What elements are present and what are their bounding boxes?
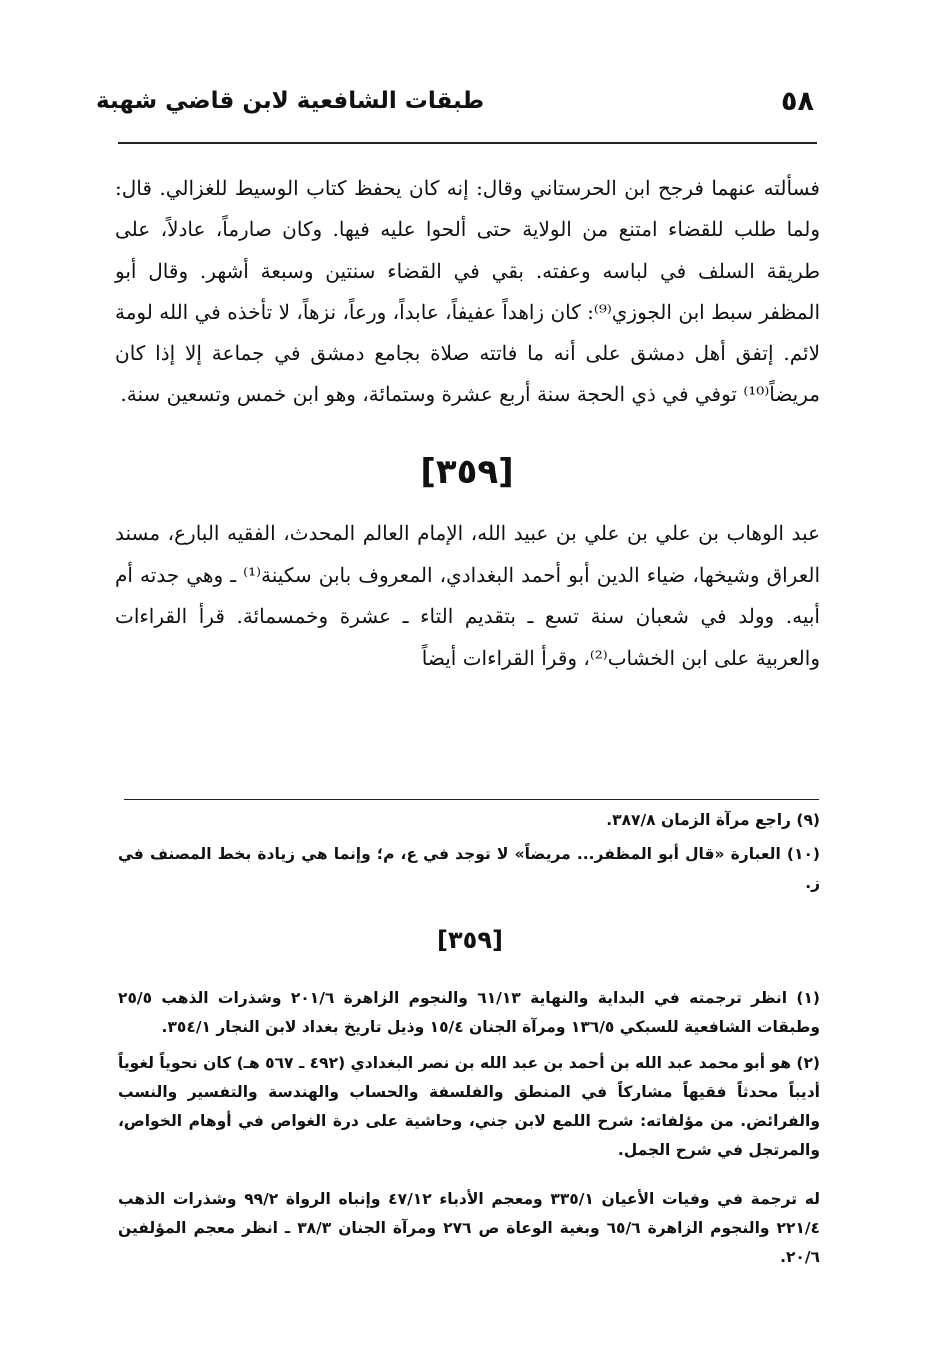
- body-paragraph-1: فسألته عنهما فرجح ابن الحرستاني وقال: إنه كان يحفظ كتاب الوسيط للغزالي. قال: ولما طلب للقضاء امتنع من الولاية حتى ألحوا عليه فيها. وكان صارماً، عادلاً، على طريقة السلف في لباسه وعفته. بقي في القضاء سنتين وسبعة أشهر. وقال أبو المظفر سبط ابن الجوزي⁽⁹⁾: كان زاهداً عفيفاً، عابداً، ورعاً، نزهاً، لا تأخذه في الله لومة لائم. إتفق أهل دمشق على أنه ما فاتته صلاة بجامع دمشق في جماعة إلا إذا كان مريضاً⁽¹⁰⁾ توفي في ذي الحجة سنة أربع عشرة وستمائة، وهو ابن خمس وتسعين سنة.: [115, 176, 820, 407]
- footnote-1: (١) انظر ترجمته في البداية والنهاية ٦١/١٣ والنجوم الزاهرة ٢٠١/٦ وشذرات الذهب ٢٥/٥ وطبقات الشافعية للسبكي ١٣٦/٥ ومرآة الجنان ١٥/٤ وذيل تاريخ بغداد لابن النجار ٣٥٤/١.: [118, 989, 820, 1036]
- footnote-9: (٩) راجع مرآة الزمان ٣٨٧/٨.: [606, 811, 820, 829]
- footnote-2-continuation: له ترجمة في وفيات الأعيان ٣٣٥/١ ومعجم الأدباء ٤٧/١٢ وإنباه الرواة ٩٩/٢ وشذرات الذهب ٢٢١/٤ والنجوم الزاهرة ٦٥/٦ وبغية الوعاة ص ٢٧٦ ومرآة الجنان ٣٨/٣ ـ انظر معجم المؤلفين ٢٠/٦.: [118, 1190, 820, 1266]
- page-number: ٥٨: [781, 86, 814, 117]
- footnote-2: (٢) هو أبو محمد عبد الله بن أحمد بن عبد الله بن نصر البغدادي (٤٩٢ ـ ٥٦٧ هـ) كان نحوياً لغوياً أديباً محدثاً فقيهاً مشاركاً في المنطق والفلسفة والحساب والهندسة والتفسير والنسب والفرائض. من مؤلفاته: شرح اللمع لابن جني، وحاشية على درة الغواص في أوهام الخواص، والمرتجل في شرح الجمل.: [118, 1054, 821, 1159]
- header-rule: [118, 142, 817, 144]
- footnote-entry-number: [٣٥٩]: [437, 926, 503, 954]
- entry-number: [٣٥٩]: [420, 452, 514, 492]
- footnote-rule: [124, 799, 819, 800]
- body-paragraph-2: عبد الوهاب بن علي بن علي بن عبيد الله، الإمام العالم المحدث، الفقيه البارع، مسند العراق وشيخها، ضياء الدين أبو أحمد البغدادي، المعروف بابن سكينة⁽¹⁾ ـ وهي جدته أم أبيه. وولد في شعبان سنة تسع ـ بتقديم التاء ـ عشرة وخمسمائة. قرأ القراءات والعربية على ابن الخشاب⁽²⁾، وقرأ القراءات أيضاً: [115, 521, 820, 670]
- footnote-10: (١٠) العبارة «قال أبو المظفر... مريضاً» لا توجد في ع، م؛ وإنما هي زيادة بخط المصنف في ز.: [118, 845, 820, 892]
- running-title: طبقات الشافعية لابن قاضي شهبة: [96, 88, 485, 114]
